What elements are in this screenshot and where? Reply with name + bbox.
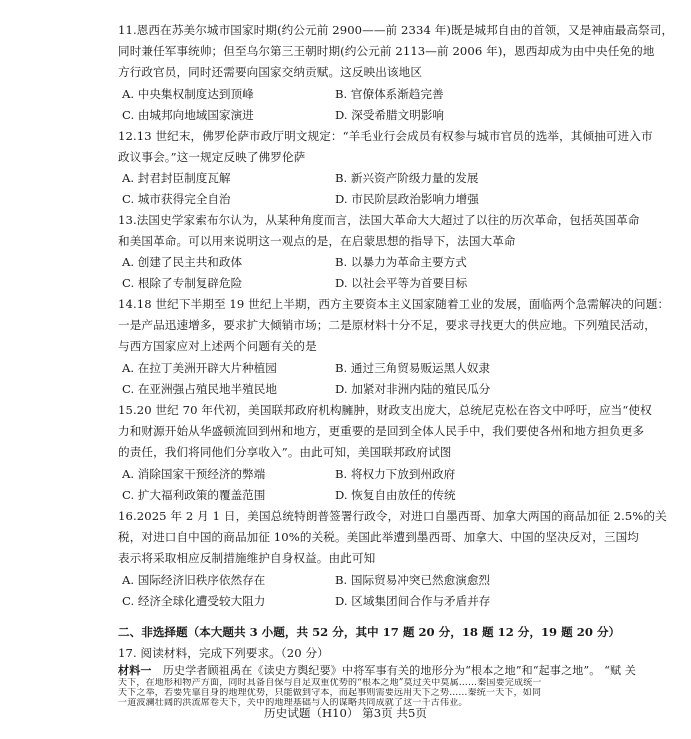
question-11-option-b[interactable]: B. 官僚体系渐趋完善 — [335, 87, 444, 101]
question-16-option-d[interactable]: D. 区域集团间合作与矛盾并存 — [335, 594, 491, 608]
question-11-line: 同时兼任军事统帅；但至乌尔第三王朝时期(约公元前 2113—前 2006 年)，恩西却成为由中央任免的地 — [118, 44, 655, 58]
question-16-stem — [118, 506, 678, 569]
question-11-option-d[interactable]: D. 深受希腊文明影响 — [335, 108, 445, 122]
question-16-line: 表示将采取相应反制措施维护自身权益。由此可知 — [118, 551, 376, 565]
question-14-line: 14.18 世纪下半期至 19 世纪上半期，西方主要资本主义国家随着工业的发展，面临两个急需解决的问题： — [118, 297, 670, 311]
question-12-option-a[interactable]: A. 封君封臣制度瓦解 — [122, 171, 231, 185]
question-13-option-c[interactable]: C. 根除了专制复辟危险 — [122, 276, 243, 290]
question-16-line: 16.2025 年 2 月 1 日，美国总统特朗普签署行政令，对进口自墨西哥、加拿大两国的商品加征 2.5%的关 — [118, 509, 667, 523]
question-16-option-b[interactable]: B. 国际贸易冲突已然愈演愈烈 — [335, 573, 491, 587]
question-15-line: 的责任，我们将同他们分享收入”。由此可知，美国联邦政府试图 — [118, 445, 452, 459]
question-14-option-b[interactable]: B. 通过三角贸易贩运黑人奴隶 — [335, 361, 491, 375]
question-13-option-d[interactable]: D. 以社会平等为首要目标 — [335, 276, 468, 290]
question-17-prompt: 17. 阅读材料，完成下列要求。（20 分） — [118, 646, 329, 660]
question-11-stem — [118, 20, 678, 83]
question-15-line: 力和财源开始从华盛顿流回到州和地方，更重要的是回到全体人民手中，我们要使各州和地方担负更多 — [118, 424, 645, 438]
question-12-option-b[interactable]: B. 新兴资产阶级力量的发展 — [335, 171, 479, 185]
question-14-option-d[interactable]: D. 加紧对非洲内陆的殖民瓜分 — [335, 382, 491, 396]
material-line: 历史学者顾祖禹在《读史方舆纪要》中将军事有关的地形分为“根本之地”和“起事之地”。 “赋 关 — [162, 664, 637, 677]
question-12-stem — [118, 126, 678, 168]
question-11-option-a[interactable]: A. 中央集权制度达到顶峰 — [122, 87, 254, 101]
question-15-option-c[interactable]: C. 扩大福利政策的覆盖范围 — [122, 488, 266, 502]
material-label: 材料一 — [118, 664, 152, 677]
question-16-option-c[interactable]: C. 经济全球化遭受较大阻力 — [122, 594, 266, 608]
question-12-line: 12.13 世纪末，佛罗伦萨市政厅明文规定：“羊毛业行会成员有权参与城市官员的选举，其倾抽可进入市 — [118, 129, 653, 143]
question-16-option-a[interactable]: A. 国际经济旧秩序依然存在 — [122, 573, 266, 587]
question-14-option-c[interactable]: C. 在亚洲强占殖民地半殖民地 — [122, 382, 277, 396]
question-15-line: 15.20 世纪 70 年代初，美国联邦政府机构臃肿，财政支出庞大，总统尼克松在咨文中呼吁，应当“使权 — [118, 403, 652, 417]
question-11-option-c[interactable]: C. 由城邦向地域国家演进 — [122, 108, 254, 122]
question-12-line: 政议事会。”这一规定反映了佛罗伦萨 — [118, 150, 306, 164]
question-13-option-a[interactable]: A. 创建了民主共和政体 — [122, 255, 243, 269]
question-13-line: 和美国革命。可以用来说明这一观点的是，在启蒙思想的指导下，法国大革命 — [118, 234, 516, 248]
question-14-option-a[interactable]: A. 在拉丁美洲开辟大片种植园 — [122, 361, 277, 375]
question-14-line: 一是产品迅速增多，要求扩大倾销市场；二是原材料十分不足，要求寻找更大的供应地。下列殖民活动， — [118, 318, 656, 332]
question-11-line: 方行政官员，同时还需要向国家交纳贡赋。这反映出该地区 — [118, 65, 423, 79]
question-13-line: 13.法国史学家索布尔认为，从某种角度而言，法国大革命大大超过了以往的历次革命，包括英国革命 — [118, 213, 640, 227]
question-14-stem — [118, 294, 678, 357]
question-15-stem — [118, 400, 678, 463]
question-11-line: 11.恩西在苏美尔城市国家时期(约公元前 2900——前 2334 年)既是城邦自由的首领，又是神庙最高祭司， — [118, 23, 674, 37]
question-14-line: 与西方国家应对上述两个问题有关的是 — [118, 339, 317, 353]
question-15-option-d[interactable]: D. 恢复自由放任的传统 — [335, 488, 456, 502]
material-one — [118, 664, 676, 708]
material-line: 天下，在地形和物产方面，同时具备自保与自足双重优势的“根本之地”莫过关中莫属……秦国要完成统一 — [118, 678, 542, 688]
question-12-option-d[interactable]: D. 市民阶层政治影响力增强 — [335, 192, 479, 206]
question-12-option-c[interactable]: C. 城市获得完全自治 — [122, 192, 231, 206]
question-15-option-b[interactable]: B. 将权力下放到州政府 — [335, 467, 456, 481]
page-footer: 历史试题（H10） 第3页 共5页 — [264, 706, 427, 720]
question-13-option-b[interactable]: B. 以暴力为革命主要方式 — [335, 255, 467, 269]
material-line: 天下之举，若要凭靠自身的地理优势，只能做到守本，而起事则需要远用天下之势……秦统一天下，如同 — [118, 688, 542, 698]
section-2-heading: 二、非选择题（本大题共 3 小题，共 52 分，其中 17 题 20 分，18 题 12 分，19 题 20 分） — [118, 625, 621, 639]
question-15-option-a[interactable]: A. 消除国家干预经济的弊端 — [122, 467, 266, 481]
question-13-stem — [118, 210, 678, 252]
question-16-line: 税，对进口自中国的商品加征 10%的关税。美国此举遭到墨西哥、加拿大、中国的坚决反对，三国均 — [118, 530, 639, 544]
material-line: 一道波澜壮阔的洪流席卷天下，关中的地理基础与人的谋略共同成就了这一千古伟业。 — [118, 698, 468, 708]
